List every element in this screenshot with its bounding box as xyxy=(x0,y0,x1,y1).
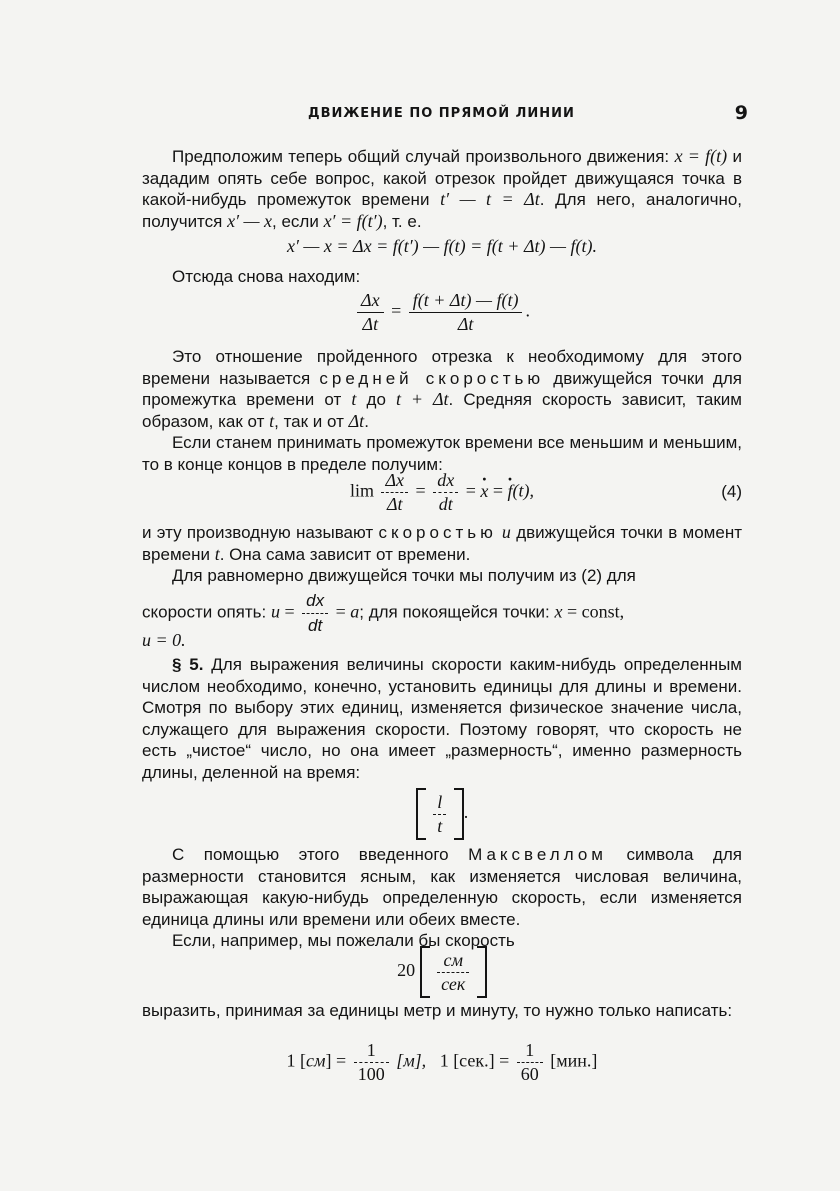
equation-dimension: $\frac{l}{t}$ . xyxy=(142,788,742,840)
page-header xyxy=(140,104,752,128)
paragraph-average-speed: Это отношение пройденного отрезка к необходимому для этого времени называется средней скоростью движущейся точки для промежутка времени от t до t + Δt. Средняя скорость зависит, таким образом, как от t, так и от Δt. Если станем принимать промежуток времени все меньшим и меньшим, то в конце концов в пределе получим: xyxy=(142,347,742,474)
equation-speed-20: 20 $\frac{см}{\text{сек}}$ xyxy=(142,946,742,998)
paragraph-maxwell: С помощью этого введенного Максвеллом символа для размерности становится ясным, как изменяется числовая величина, выражающая какую-нибудь определенную скорость, если изменяется единица длины или времени или обеих вместе. Если, например, мы пожелали бы скорость xyxy=(142,845,742,951)
paragraph-u-zero: u = 0. xyxy=(142,630,186,650)
equation-uniform: скорости опять: u = $\frac{dx}{dt}$ = a; для покоящейся точки: x = const, xyxy=(142,591,625,635)
equation-average-ratio: $\frac{\Delta x}{\Delta t}$ = $\frac{f(t + \Delta t) — f(t)}{\Delta t}$ . xyxy=(142,290,742,335)
equation-limit: lim $\frac{\Delta x}{\Delta t}$ = $\frac{dx}{dt}$ = · x = · f(t), (4) xyxy=(142,470,742,515)
page-number: 9 xyxy=(734,102,748,124)
paragraph-from-here: Отсюда снова находим: xyxy=(172,267,361,286)
equation-delta-x: x′ — x = Δx = f(t′) — f(t) = f(t + Δt) — f(t). xyxy=(286,236,598,256)
paragraph-velocity: и эту производную называют скоростью u движущейся точки в момент времени t. Она сама зависит от времени. Для равномерно движущейся точки мы получим из (2) для xyxy=(142,522,743,586)
equation-units: 1 [см] = $\frac{1}{100}$ [м], 1 [сек.] = $\frac{1}{60}$ [мин.] xyxy=(286,1040,598,1084)
paragraph-express: выразить, принимая за единицы метр и минуту, то нужно только написать: xyxy=(142,1001,733,1020)
paragraph-section-5: § 5. Для выражения величины скорости каким-нибудь определенным числом необходимо, конечно, установить единицы для длины и времени. Смотря по выбору этих единиц, изменяется физическое значение числа, служащего для выражения скорости. Поэтому говорят, что скорость не есть „чистое“ число, но она имеет „размерность“, именно размерность длины, деленной на время: xyxy=(142,655,742,782)
equation-number: (4) xyxy=(721,482,742,501)
paragraph-general-motion: Предположим теперь общий случай произвольного движения: x = f(t) и зададим опять себе вопрос, какой отрезок пройдет движущаяся точка в какой-нибудь промежуток времени t′ — t = Δt. Для него, аналогично, получится x′ — x, если x′ = f(t′), т. е. xyxy=(142,146,743,231)
running-title: ДВИЖЕНИЕ ПО ПРЯМОЙ ЛИНИИ xyxy=(308,106,575,121)
